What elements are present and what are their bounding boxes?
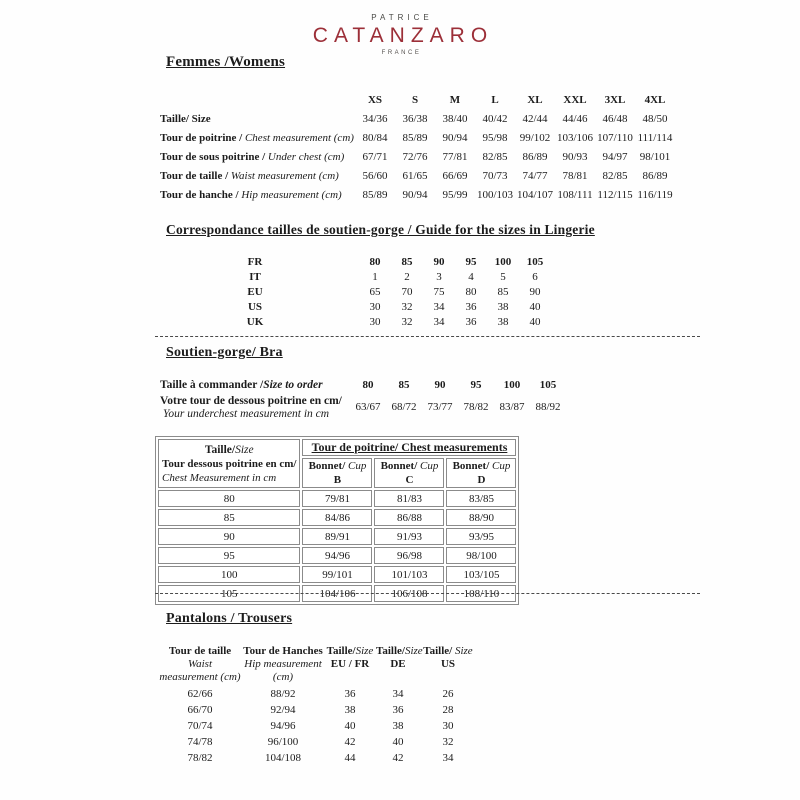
table-cell: 91/93: [374, 528, 444, 545]
col-title-en: Size: [452, 645, 473, 657]
table-cell: 90: [529, 285, 541, 298]
table-cell: 48/50: [642, 112, 668, 125]
table-cell: 83/87: [499, 401, 525, 413]
table-cell: 82/85: [482, 150, 508, 163]
table-cell: 5: [500, 270, 506, 283]
table-row-underchest: [160, 147, 675, 166]
table-cell: 65: [369, 285, 381, 298]
table-cell: 105: [526, 255, 544, 268]
bra-underchest-label-fr: Votre tour de dessous poitrine en cm/: [160, 395, 342, 407]
table-cell: 86/89: [642, 169, 668, 182]
table-cell: 34: [433, 315, 445, 328]
womens-heading: Femmes /Womens: [166, 54, 286, 70]
table-cell: 108/111: [557, 188, 593, 201]
size-cell: 90: [158, 528, 300, 545]
table-cell: 95/98: [482, 131, 508, 144]
table-cell: 42/44: [522, 112, 548, 125]
table-cell: 90: [434, 379, 446, 391]
col-header-fr: Tour de Hanches: [243, 645, 323, 657]
table-cell: 42: [392, 752, 404, 764]
bra-order-label-fr: Taille à commander /: [160, 379, 264, 391]
bra-heading: Soutien-gorge/ Bra: [166, 345, 283, 360]
size-header: XXL: [563, 93, 587, 106]
table-cell: 104/106: [302, 585, 372, 602]
row-label: [160, 170, 355, 182]
table-cell: 40: [344, 720, 356, 732]
table-row: [158, 547, 516, 564]
cup-label: Bonnet/: [452, 460, 490, 472]
table-row: [158, 702, 476, 718]
womens-size-table: [160, 90, 675, 204]
col-header-en2: (cm): [272, 671, 294, 683]
table-cell: 90: [433, 255, 445, 268]
brand-logo: [0, 14, 800, 56]
table-cell: 80/84: [362, 131, 388, 144]
table-cell: 94/96: [270, 720, 296, 732]
table-cell: 74/77: [522, 169, 548, 182]
table-row: [158, 490, 516, 507]
table-cell: 70: [401, 285, 413, 298]
table-cell: 111/114: [637, 131, 673, 144]
trousers-heading: Pantalons / Trousers: [166, 611, 293, 626]
row-label: UK: [246, 315, 264, 328]
row-label-fr: Taille/ Size: [160, 112, 211, 125]
table-cell: 105: [539, 379, 557, 391]
table-cell: 93/95: [446, 528, 516, 545]
col-header-de: [376, 645, 423, 671]
table-cell: 30: [369, 315, 381, 328]
table-cell: 101/103: [374, 566, 444, 583]
table-cell: 32: [442, 736, 454, 748]
row-label: US: [247, 300, 263, 313]
table-cell: 38/40: [442, 112, 468, 125]
table-cell: 92/94: [270, 704, 296, 716]
table-cell: 94/96: [302, 547, 372, 564]
table-cell: 85: [497, 285, 509, 298]
table-cell: 56/60: [362, 169, 388, 182]
table-cell: 96/98: [374, 547, 444, 564]
size-header: XS: [367, 93, 383, 106]
table-cell: 46/48: [602, 112, 628, 125]
corner-size: Size: [235, 443, 254, 456]
col-header-waist: [158, 645, 242, 684]
table-cell: 84/86: [302, 509, 372, 526]
table-row-eu: [238, 284, 551, 299]
table-cell: 80: [362, 379, 374, 391]
row-label: IT: [249, 270, 261, 283]
cup-letter: B: [333, 474, 342, 486]
table-cell: 108/110: [446, 585, 516, 602]
table-cell: 88/92: [270, 688, 296, 700]
table-cell: 116/119: [637, 188, 673, 201]
brand-logo-patrice: PATRICE: [371, 13, 433, 22]
bra-cup-table: [155, 436, 519, 605]
table-cell: 95: [470, 379, 482, 391]
table-cell: 28: [442, 704, 454, 716]
bra-order-label-en: Size to order: [263, 379, 323, 391]
table-cell: 83/85: [446, 490, 516, 507]
col-header-us: [420, 645, 476, 671]
col-header-hip: [242, 645, 324, 684]
table-cell: 104/107: [516, 188, 554, 201]
table-row: [158, 509, 516, 526]
size-header: S: [411, 93, 419, 106]
cup-label: Bonnet/: [380, 460, 418, 472]
table-row: [158, 686, 476, 702]
table-cell: 34: [433, 300, 445, 313]
table-cell: 85/89: [402, 131, 428, 144]
table-row: [158, 750, 476, 766]
table-cell: 98/100: [446, 547, 516, 564]
table-cell: 40/42: [482, 112, 508, 125]
table-cell: 66/70: [187, 704, 213, 716]
table-cell: 1: [372, 270, 378, 283]
table-cell: 88/92: [535, 401, 561, 413]
table-cell: 89/91: [302, 528, 372, 545]
table-cell: 42: [344, 736, 356, 748]
row-label-fr: Tour de poitrine /: [160, 131, 245, 144]
table-cell: 38: [497, 315, 509, 328]
table-cell: 4: [468, 270, 474, 283]
table-cell: 78/82: [463, 401, 489, 413]
lingerie-guide-heading: Correspondance tailles de soutien-gorge / Guide for the sizes in Lingerie: [166, 222, 595, 237]
table-cell: 100/103: [476, 188, 514, 201]
table-row-taille: [160, 109, 675, 128]
table-cell: 70/73: [482, 169, 508, 182]
table-cell: 82/85: [602, 169, 628, 182]
table-cell: 100: [503, 379, 521, 391]
table-cell: 38: [497, 300, 509, 313]
row-label-en: Hip measurement (cm): [241, 188, 342, 201]
col-header-title: [376, 645, 423, 658]
table-cell: 40: [392, 736, 404, 748]
table-cell: 90/94: [402, 188, 428, 201]
table-cell: 103/105: [446, 566, 516, 583]
col-title-en: Size: [404, 645, 423, 657]
cup-label: Bonnet/: [308, 460, 346, 472]
col-header-en2: measurement (cm): [159, 671, 241, 683]
table-cell: 32: [401, 300, 413, 313]
cup-label-en: Cup: [489, 460, 511, 472]
table-row-hip: [160, 185, 675, 204]
bra-underchest-label: [160, 395, 342, 421]
table-row-uk: [238, 314, 551, 329]
size-cell: 100: [158, 566, 300, 583]
table-cell: 112/115: [597, 188, 633, 201]
table-cell: 106/108: [374, 585, 444, 602]
table-cell: 90/94: [442, 131, 468, 144]
table-cell: 26: [442, 688, 454, 700]
row-label: [160, 132, 355, 144]
table-cell: 2: [404, 270, 410, 283]
col-header-fr: Tour de taille: [168, 645, 232, 657]
brand-logo-france: FRANCE: [381, 50, 422, 56]
cup-table-header-row: [158, 439, 516, 456]
col-header-en: Hip measurement: [244, 658, 322, 670]
table-cell: 30: [369, 300, 381, 313]
table-cell: 36: [344, 688, 356, 700]
table-cell: 81/83: [374, 490, 444, 507]
size-header: L: [491, 93, 499, 106]
col-header-eu-fr: [324, 645, 376, 671]
table-row-chest: [160, 128, 675, 147]
cup-table-corner-cell: [158, 439, 300, 488]
col-header-title: [420, 645, 476, 658]
corner-line3: Chest Measurement in cm: [162, 471, 277, 484]
col-header-en: Waist: [187, 658, 213, 670]
table-row-us: [238, 299, 551, 314]
col-title-fr: Taille/: [423, 645, 453, 657]
table-cell: 85: [401, 255, 413, 268]
table-cell: 95/99: [442, 188, 468, 201]
bra-order-sizes-row: [350, 379, 566, 391]
section-divider: [155, 593, 700, 594]
table-cell: 99/102: [519, 131, 551, 144]
cup-header-c: [374, 458, 444, 488]
bra-underchest-label-en: Your underchest measurement in cm: [163, 408, 330, 420]
row-label-fr: Tour de taille /: [160, 169, 231, 182]
table-row: [158, 734, 476, 750]
table-cell: 85: [398, 379, 410, 391]
table-cell: 36: [465, 315, 477, 328]
table-cell: 85/89: [362, 188, 388, 201]
section-divider: [155, 336, 700, 337]
col-title-en: Size: [355, 645, 374, 657]
table-cell: 38: [344, 704, 356, 716]
table-cell: 63/67: [355, 401, 381, 413]
row-label-en: Chest measurement (cm): [244, 131, 354, 144]
size-cell: 105: [158, 585, 300, 602]
table-cell: 75: [433, 285, 445, 298]
bra-order-label: [160, 379, 323, 392]
table-cell: 73/77: [427, 401, 453, 413]
table-row-it: [238, 269, 551, 284]
row-label-fr: Tour de sous poitrine /: [160, 150, 268, 163]
table-cell: 40: [529, 315, 541, 328]
table-cell: 72/76: [402, 150, 428, 163]
row-label: EU: [247, 285, 263, 298]
col-region: EU / FR: [330, 658, 370, 670]
brand-logo-catanzaro: CATANZARO: [312, 24, 494, 47]
table-cell: 67/71: [362, 150, 388, 163]
table-cell: 68/72: [391, 401, 417, 413]
size-header: XL: [527, 93, 543, 106]
table-row-waist: [160, 166, 675, 185]
trousers-header-row: [158, 645, 476, 684]
table-cell: 70/74: [187, 720, 213, 732]
table-cell: 34: [442, 752, 454, 764]
table-cell: 78/82: [187, 752, 213, 764]
col-title-fr: Taille/: [376, 645, 405, 657]
table-cell: 36: [465, 300, 477, 313]
table-cell: 6: [532, 270, 538, 283]
table-cell: 86/89: [522, 150, 548, 163]
cup-letter: D: [477, 474, 486, 486]
table-cell: 80: [369, 255, 381, 268]
row-label-en: Under chest (cm): [267, 150, 345, 163]
table-cell: 104/108: [264, 752, 302, 764]
size-cell: 85: [158, 509, 300, 526]
span-header-text: Tour de poitrine/ Chest measurements: [311, 440, 508, 454]
row-label: [160, 151, 355, 163]
table-cell: 66/69: [442, 169, 468, 182]
cup-header-b: [302, 458, 372, 488]
table-cell: 62/66: [187, 688, 213, 700]
table-cell: 99/101: [302, 566, 372, 583]
cup-table-span-header: [302, 439, 516, 456]
table-cell: 100: [494, 255, 512, 268]
table-cell: 38: [392, 720, 404, 732]
col-title-fr: Taille/: [326, 645, 356, 657]
row-label: [160, 113, 355, 125]
col-region: DE: [390, 658, 406, 670]
table-cell: 32: [401, 315, 413, 328]
bra-underchest-values-row: [350, 401, 566, 413]
size-cell: 95: [158, 547, 300, 564]
table-cell: 34/36: [362, 112, 388, 125]
col-header-title: [324, 645, 376, 658]
table-cell: 30: [442, 720, 454, 732]
table-cell: 77/81: [442, 150, 468, 163]
corner-line1: [162, 443, 296, 457]
table-cell: 103/106: [556, 131, 594, 144]
table-cell: 79/81: [302, 490, 372, 507]
table-cell: 74/78: [187, 736, 213, 748]
size-header: 3XL: [604, 93, 626, 106]
size-header: M: [449, 93, 461, 106]
corner-taille: Taille/: [204, 443, 236, 456]
table-cell: 98/101: [639, 150, 671, 163]
table-row: [158, 718, 476, 734]
row-label-en: Waist measurement (cm): [230, 169, 339, 182]
row-label-fr: Tour de hanche /: [160, 188, 242, 201]
size-cell: 80: [158, 490, 300, 507]
table-cell: 96/100: [267, 736, 299, 748]
womens-size-header-row: [160, 90, 675, 109]
size-header: 4XL: [644, 93, 666, 106]
table-row-fr: [238, 254, 551, 269]
row-label: FR: [247, 255, 263, 268]
cup-header-d: [446, 458, 516, 488]
table-cell: 80: [465, 285, 477, 298]
table-cell: 94/97: [602, 150, 628, 163]
table-row: [158, 528, 516, 545]
cup-label-en: Cup: [345, 460, 367, 472]
table-cell: 61/65: [402, 169, 428, 182]
table-cell: 88/90: [446, 509, 516, 526]
cup-letter: C: [405, 474, 414, 486]
table-cell: 3: [436, 270, 442, 283]
corner-line2: Tour dessous poitrine en cm/: [162, 457, 297, 470]
lingerie-guide-table: [238, 254, 551, 329]
table-cell: 34: [392, 688, 404, 700]
table-cell: 36/38: [402, 112, 428, 125]
table-cell: 78/81: [562, 169, 588, 182]
cup-label-en: Cup: [417, 460, 439, 472]
table-cell: 107/110: [597, 131, 633, 144]
table-cell: 95: [465, 255, 477, 268]
row-label: [160, 189, 355, 201]
table-cell: 36: [392, 704, 404, 716]
table-cell: 44: [344, 752, 356, 764]
table-row: [158, 566, 516, 583]
table-cell: 44/46: [562, 112, 588, 125]
table-cell: 86/88: [374, 509, 444, 526]
trousers-table: [158, 645, 476, 766]
table-cell: 40: [529, 300, 541, 313]
col-region: US: [440, 658, 456, 670]
table-cell: 90/93: [562, 150, 588, 163]
